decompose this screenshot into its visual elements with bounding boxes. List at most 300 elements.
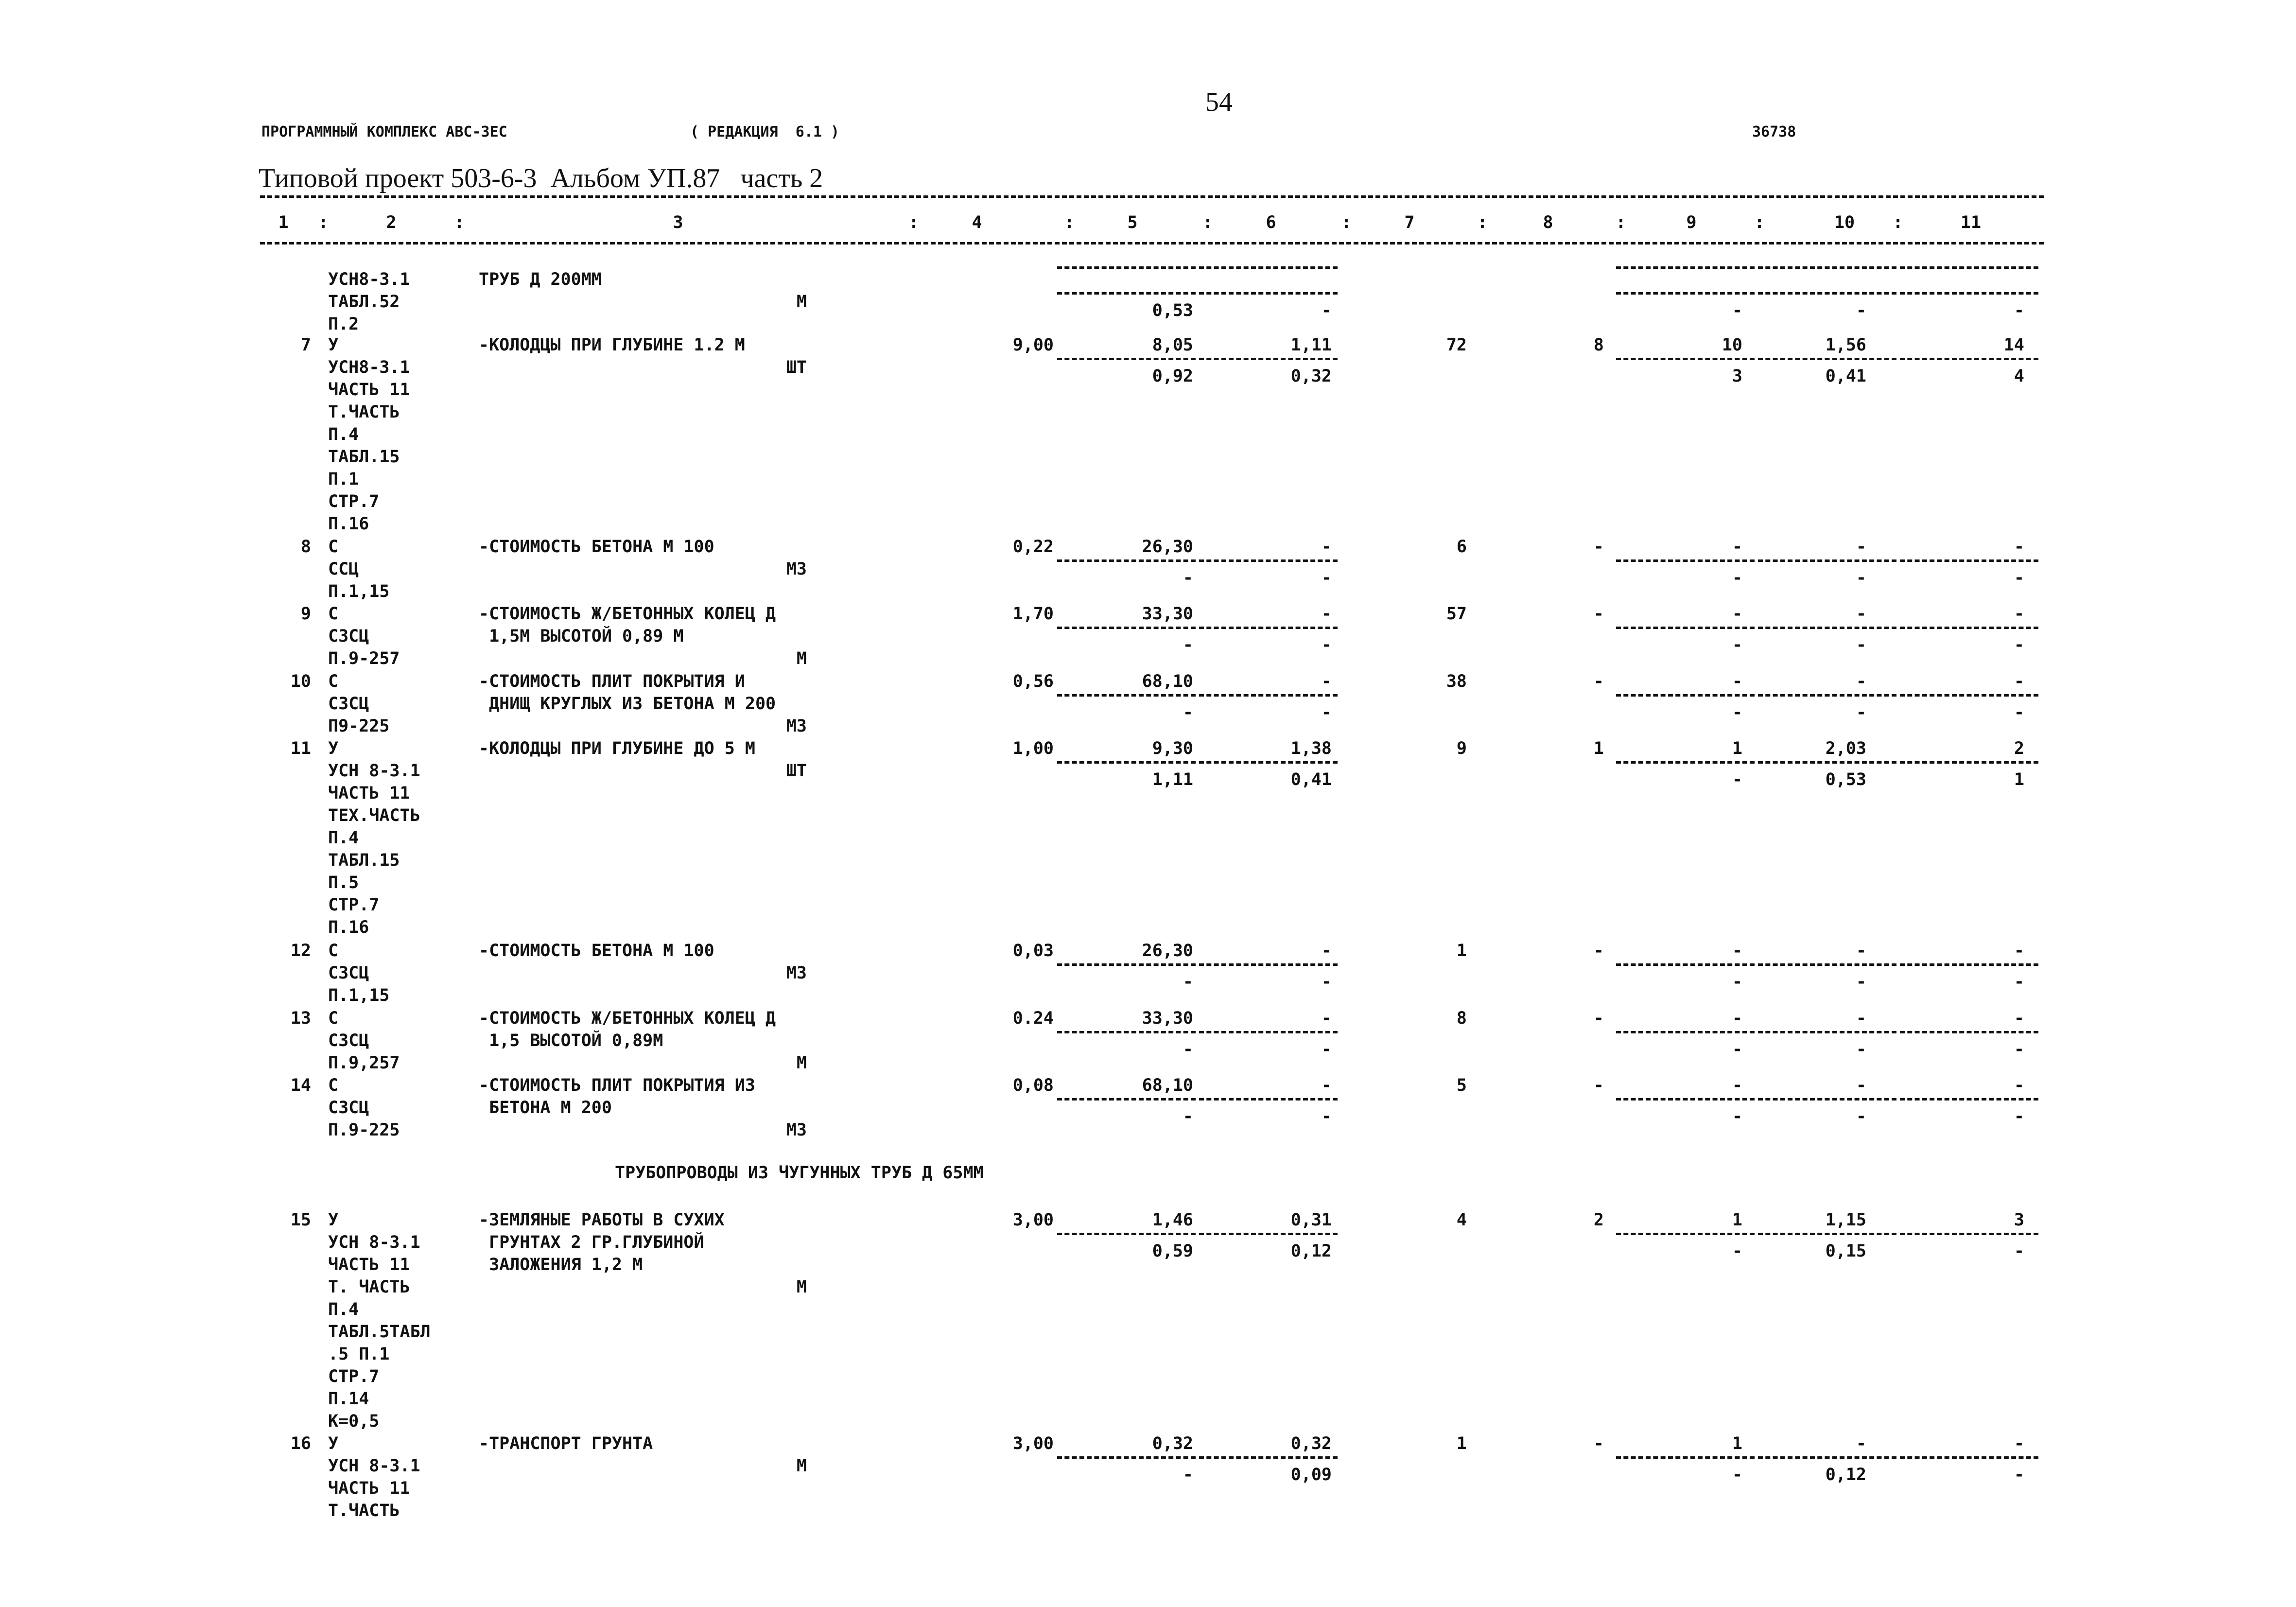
column-separator: : [1754,213,1765,232]
col11-split-rule [1900,292,2038,295]
unit-of-measure: М3 [786,1120,807,1140]
col5-split-rule [1057,292,1196,295]
machine-hours-unit: 0,41 [1825,367,1866,386]
col9-split-rule [1616,358,1755,360]
wages-per-unit: - [1321,537,1332,557]
machine-cost: - [1183,568,1193,588]
work-description: -СТОИМОСТЬ ПЛИТ ПОКРЫТИЯ И [479,672,745,691]
row-number: 11 [290,739,311,758]
col5-split-rule [1057,1031,1196,1033]
total-cost: 4 [1456,1210,1467,1230]
norm-reference: П.1,15 [328,582,390,601]
norm-reference: П.1,15 [328,986,390,1005]
row-number: 16 [290,1434,311,1453]
labor-cost: 1 [1732,739,1742,758]
col10-split-rule [1758,559,1896,562]
norm-reference: СЗСЦ [328,627,369,646]
labor-hours-total: - [2014,537,2024,557]
total-wages: - [1593,537,1604,557]
col10-split-rule [1758,694,1896,697]
col9-split-rule [1616,1031,1755,1033]
column-header-7: 7 [1404,213,1415,232]
col11-split-rule [1900,559,2038,562]
work-description: -СТОИМОСТЬ ПЛИТ ПОКРЫТИЯ ИЗ [479,1076,755,1095]
row-number: 15 [290,1210,311,1230]
col6-split-rule [1199,963,1338,966]
total-wages: - [1593,672,1604,691]
norm-reference: С [328,1076,339,1095]
machine-cost: - [1183,1040,1193,1059]
machine-hours-total: 4 [2014,367,2024,386]
labor-hours-unit: - [1856,604,1866,624]
machine-cost: 0,92 [1152,367,1193,386]
wages-per-unit: - [1321,604,1332,624]
col11-split-rule [1900,1233,2038,1235]
norm-reference: П9-225 [328,716,390,736]
col10-split-rule [1758,1456,1896,1459]
row-number: 9 [300,604,311,624]
machine-hours-unit: 0,15 [1825,1241,1866,1261]
work-description: -ТРАНСПОРТ ГРУНТА [479,1434,653,1453]
total-cost: 5 [1456,1076,1467,1095]
total-wages: - [1593,1434,1604,1453]
col10-split-rule [1758,1098,1896,1100]
machine-labor: - [1732,1107,1742,1126]
machine-wages: - [1321,1040,1332,1059]
carry-rule [1616,266,1755,269]
machine-cost: - [1183,1107,1193,1126]
work-description: -КОЛОДЦЫ ПРИ ГЛУБИНЕ ДО 5 М [479,739,755,758]
labor-hours-unit: 1,56 [1825,335,1866,355]
unit-of-measure: ШТ [786,761,807,781]
norm-reference: ЧАСТЬ 11 [328,1479,410,1498]
machine-hours-unit: - [1856,1040,1866,1059]
norm-reference: ТАБЛ.52 [328,292,400,312]
norm-reference: УСН 8-3.1 [328,1233,420,1252]
col6-split-rule [1199,694,1338,697]
unit-of-measure: М [796,1053,807,1073]
column-separator: : [454,213,465,232]
machine-hours-unit: - [1856,635,1866,655]
labor-hours-unit: - [1856,672,1866,691]
labor-hours-total: - [2014,1076,2024,1095]
unit-cost: 33,30 [1142,604,1193,624]
total-cost: 8 [1456,1009,1467,1028]
wages-per-unit: 0,31 [1290,1210,1332,1230]
column-header-3: 3 [673,213,683,232]
labor-hours-unit: - [1856,1434,1866,1453]
wages-per-unit: - [1321,672,1332,691]
labor-hours-unit: 2,03 [1825,739,1866,758]
col10-split-rule [1758,1233,1896,1235]
machine-hours-total: - [2014,1107,2024,1126]
header-bottom-rule [260,242,2044,245]
norm-reference: П.2 [328,314,359,334]
work-description: -СТОИМОСТЬ Ж/БЕТОННЫХ КОЛЕЦ Д [479,604,776,624]
labor-cost: 1 [1732,1434,1742,1453]
unit-of-measure: М3 [786,963,807,983]
labor-hours-total: - [2014,672,2024,691]
total-wages: - [1593,1076,1604,1095]
col9-split-rule [1616,1233,1755,1235]
col9-split-rule [1616,627,1755,629]
quantity: 0,56 [1012,672,1054,691]
quantity: 0.24 [1012,1009,1054,1028]
norm-reference: УСН8-3.1 [328,358,410,377]
norm-reference: П.9-257 [328,649,400,668]
total-cost: 1 [1456,1434,1467,1453]
labor-hours-total: - [2014,941,2024,961]
col5-split-rule [1057,963,1196,966]
col11-split-rule [1900,1031,2038,1033]
norm-reference: П.4 [328,425,359,444]
wages-per-unit: 0,32 [1290,1434,1332,1453]
labor-cost: - [1732,604,1742,624]
unit-of-measure: ШТ [786,358,807,377]
norm-reference: ТАБЛ.5ТАБЛ [328,1322,431,1342]
col5-split-rule [1057,358,1196,360]
unit-of-measure: М [796,1456,807,1476]
row-number: 14 [290,1076,311,1095]
quantity: 3,00 [1012,1210,1054,1230]
norm-reference: СТР.7 [328,492,380,511]
norm-reference: УСН8-3.1 [328,270,410,289]
machine-labor: - [1732,972,1742,992]
work-description: БЕТОНА М 200 [479,1098,612,1118]
col9-split-rule [1616,559,1755,562]
machine-labor: 3 [1732,367,1742,386]
machine-labor: - [1732,301,1742,320]
unit-cost: 8,05 [1152,335,1193,355]
column-header-6: 6 [1266,213,1276,232]
machine-labor: - [1732,635,1742,655]
col5-split-rule [1057,1456,1196,1459]
labor-hours-total: - [2014,1009,2024,1028]
header-top-rule [260,195,2044,198]
col9-split-rule [1616,1456,1755,1459]
norm-reference: ССЦ [328,559,359,579]
work-description: ТРУБ Д 200ММ [479,270,602,289]
norm-reference: С [328,941,339,961]
column-header-4: 4 [972,213,982,232]
machine-cost: 0,59 [1152,1241,1193,1261]
edition: ( РЕДАКЦИЯ 6.1 ) [690,123,840,140]
col5-split-rule [1057,1233,1196,1235]
unit-cost: 68,10 [1142,1076,1193,1095]
quantity: 0,08 [1012,1076,1054,1095]
labor-hours-unit: - [1856,537,1866,557]
unit-of-measure: М [796,1277,807,1297]
machine-hours-unit: - [1856,1107,1866,1126]
col10-split-rule [1758,1031,1896,1033]
machine-wages: - [1321,635,1332,655]
work-description: 1,5 ВЫСОТОЙ 0,89М [479,1031,663,1050]
machine-hours-total: - [2014,568,2024,588]
column-separator: : [318,213,329,232]
labor-hours-total: - [2014,604,2024,624]
col6-split-rule [1199,292,1338,295]
wages-per-unit: 1,11 [1290,335,1332,355]
quantity: 0,03 [1012,941,1054,961]
total-wages: 8 [1593,335,1604,355]
carry-rule [1199,266,1338,269]
wages-per-unit: - [1321,1076,1332,1095]
labor-hours-unit: - [1856,1076,1866,1095]
norm-reference: П.4 [328,1300,359,1319]
column-header-10: 10 [1834,213,1855,232]
col5-split-rule [1057,1098,1196,1100]
machine-hours-unit: - [1856,972,1866,992]
machine-wages: - [1321,703,1332,722]
program-title: ПРОГРАММНЫЙ КОМПЛЕКС АВС-ЗЕС [261,123,507,140]
labor-hours-total: 2 [2014,739,2024,758]
work-description: -СТОИМОСТЬ Ж/БЕТОННЫХ КОЛЕЦ Д [479,1009,776,1028]
col10-split-rule [1758,292,1896,295]
total-cost: 72 [1446,335,1467,355]
labor-hours-total: 3 [2014,1210,2024,1230]
norm-reference: П.4 [328,828,359,848]
col11-split-rule [1900,627,2038,629]
wages-per-unit: - [1321,941,1332,961]
norm-reference: К=0,5 [328,1412,380,1431]
column-separator: : [1893,213,1903,232]
unit-cost: 33,30 [1142,1009,1193,1028]
col11-split-rule [1900,963,2038,966]
col11-split-rule [1900,761,2038,764]
col10-split-rule [1758,358,1896,360]
norm-reference: П.9-225 [328,1120,400,1140]
labor-cost: - [1732,672,1742,691]
machine-wages: 0,12 [1290,1241,1332,1261]
machine-hours-total: - [2014,635,2024,655]
machine-hours-unit: - [1856,703,1866,722]
col6-split-rule [1199,761,1338,764]
norm-reference: С [328,537,339,557]
norm-reference: У [328,335,339,355]
work-description: ДНИЩ КРУГЛЫХ ИЗ БЕТОНА М 200 [479,694,776,714]
column-separator: : [1616,213,1626,232]
unit-of-measure: М [796,292,807,312]
norm-reference: СЗСЦ [328,963,369,983]
norm-reference: Т.ЧАСТЬ [328,1501,400,1520]
col9-split-rule [1616,963,1755,966]
col9-split-rule [1616,1098,1755,1100]
norm-reference: П.1 [328,470,359,489]
norm-reference: С [328,1009,339,1028]
total-wages: 1 [1593,739,1604,758]
column-header-5: 5 [1127,213,1138,232]
project-title: Типовой проект 503-6-3 Альбом УП.87 часть 2 [259,163,823,193]
column-header-11: 11 [1960,213,1982,232]
norm-reference: ТАБЛ.15 [328,447,400,467]
norm-reference: П.5 [328,873,359,892]
machine-cost: - [1183,1465,1193,1485]
col6-split-rule [1199,627,1338,629]
col5-split-rule [1057,559,1196,562]
norm-reference: .5 П.1 [328,1345,390,1364]
total-cost: 9 [1456,739,1467,758]
machine-cost: 1,11 [1152,770,1193,789]
column-header-8: 8 [1543,213,1553,232]
col11-split-rule [1900,358,2038,360]
norm-reference: СТР.7 [328,1367,380,1386]
column-separator: : [908,213,919,232]
machine-labor: - [1732,703,1742,722]
machine-hours-total: 1 [2014,770,2024,789]
col5-split-rule [1057,694,1196,697]
norm-reference: УСН 8-3.1 [328,1456,420,1476]
col6-split-rule [1199,1098,1338,1100]
labor-cost: - [1732,1076,1742,1095]
doc-number: 36738 [1752,123,1796,140]
unit-cost: 26,30 [1142,537,1193,557]
machine-wages: 0,09 [1290,1465,1332,1485]
total-wages: - [1593,941,1604,961]
norm-reference: П.9,257 [328,1053,400,1073]
quantity: 0,22 [1012,537,1054,557]
norm-reference: ЧАСТЬ 11 [328,380,410,400]
norm-reference: У [328,1210,339,1230]
work-description: 1,5М ВЫСОТОЙ 0,89 М [479,627,684,646]
labor-hours-total: 14 [2003,335,2024,355]
row-number: 12 [290,941,311,961]
labor-hours-unit: - [1856,1009,1866,1028]
col11-split-rule [1900,694,2038,697]
column-header-2: 2 [386,213,397,232]
col11-split-rule [1900,1456,2038,1459]
labor-hours-total: - [2014,1434,2024,1453]
machine-labor: - [1732,1040,1742,1059]
column-separator: : [1064,213,1075,232]
labor-cost: - [1732,941,1742,961]
wages-per-unit: 1,38 [1290,739,1332,758]
col6-split-rule [1199,1233,1338,1235]
unit-of-measure: М3 [786,559,807,579]
unit-cost: 26,30 [1142,941,1193,961]
work-description: -КОЛОДЦЫ ПРИ ГЛУБИНЕ 1.2 М [479,335,745,355]
machine-hours-total: - [2014,703,2024,722]
total-wages: - [1593,1009,1604,1028]
col11-split-rule [1900,1098,2038,1100]
work-description: ГРУНТАХ 2 ГР.ГЛУБИНОЙ [479,1233,704,1252]
machine-hours-total: - [2014,972,2024,992]
col10-split-rule [1758,627,1896,629]
work-description: ЗАЛОЖЕНИЯ 1,2 М [479,1255,643,1275]
norm-reference: ТЕХ.ЧАСТЬ [328,806,420,825]
col5-split-rule [1057,761,1196,764]
machine-hours-unit: 0,53 [1825,770,1866,789]
col9-split-rule [1616,761,1755,764]
unit-cost: 68,10 [1142,672,1193,691]
total-cost: 6 [1456,537,1467,557]
section-heading: ТРУБОПРОВОДЫ ИЗ ЧУГУННЫХ ТРУБ Д 65ММ [615,1163,984,1183]
norm-reference: СЗСЦ [328,1098,369,1118]
norm-reference: П.16 [328,514,369,534]
column-separator: : [1202,213,1213,232]
machine-labor: - [1732,1241,1742,1261]
work-description: -СТОИМОСТЬ БЕТОНА М 100 [479,941,714,961]
norm-reference: С [328,604,339,624]
machine-wages: - [1321,568,1332,588]
norm-reference: С [328,672,339,691]
col6-split-rule [1199,358,1338,360]
row-number: 7 [300,335,311,355]
machine-hours-unit: - [1856,301,1866,320]
norm-reference: СЗСЦ [328,1031,369,1050]
wages-per-unit: - [1321,1009,1332,1028]
quantity: 9,00 [1012,335,1054,355]
col6-split-rule [1199,1031,1338,1033]
labor-cost: - [1732,1009,1742,1028]
machine-labor: - [1732,770,1742,789]
norm-reference: П.14 [328,1389,369,1409]
machine-wages: - [1321,1107,1332,1126]
carry-rule [1900,266,2038,269]
total-cost: 38 [1446,672,1467,691]
unit-cost: 0,32 [1152,1434,1193,1453]
machine-labor: - [1732,568,1742,588]
labor-hours-unit: - [1856,941,1866,961]
norm-reference: ЧАСТЬ 11 [328,1255,410,1275]
norm-reference: Т.ЧАСТЬ [328,402,400,422]
col9-split-rule [1616,292,1755,295]
work-description: -ЗЕМЛЯНЫЕ РАБОТЫ В СУХИХ [479,1210,725,1230]
machine-hours-total: - [2014,301,2024,320]
column-separator: : [1477,213,1488,232]
machine-hours-total: - [2014,1241,2024,1261]
labor-cost: 10 [1722,335,1742,355]
norm-reference: СТР.7 [328,895,380,915]
col6-split-rule [1199,559,1338,562]
total-wages: - [1593,604,1604,624]
column-separator: : [1341,213,1352,232]
unit-cost: 9,30 [1152,739,1193,758]
labor-cost: - [1732,537,1742,557]
machine-cost: - [1183,972,1193,992]
col6-split-rule [1199,1456,1338,1459]
machine-hours-unit: - [1856,568,1866,588]
carry-rule [1057,266,1196,269]
col9-split-rule [1616,694,1755,697]
total-cost: 1 [1456,941,1467,961]
row-number: 10 [290,672,311,691]
quantity: 1,70 [1012,604,1054,624]
labor-cost: 1 [1732,1210,1742,1230]
norm-reference: Т. ЧАСТЬ [328,1277,410,1297]
col10-split-rule [1758,761,1896,764]
unit-cost: 1,46 [1152,1210,1193,1230]
carry-rule [1758,266,1896,269]
row-number: 8 [300,537,311,557]
total-wages: 2 [1593,1210,1604,1230]
column-header-9: 9 [1686,213,1697,232]
norm-reference: ТАБЛ.15 [328,851,400,870]
quantity: 1,00 [1012,739,1054,758]
row-number: 13 [290,1009,311,1028]
machine-wages: 0,32 [1290,367,1332,386]
machine-cost: - [1183,635,1193,655]
labor-hours-unit: 1,15 [1825,1210,1866,1230]
machine-hours-unit: 0,12 [1825,1465,1866,1485]
page-number: 54 [1205,87,1233,117]
norm-reference: УСН 8-3.1 [328,761,420,781]
column-header-1: 1 [278,213,289,232]
machine-labor: - [1732,1465,1742,1485]
unit-of-measure: М [796,649,807,668]
col10-split-rule [1758,963,1896,966]
norm-reference: У [328,1434,339,1453]
machine-hours-total: - [2014,1040,2024,1059]
